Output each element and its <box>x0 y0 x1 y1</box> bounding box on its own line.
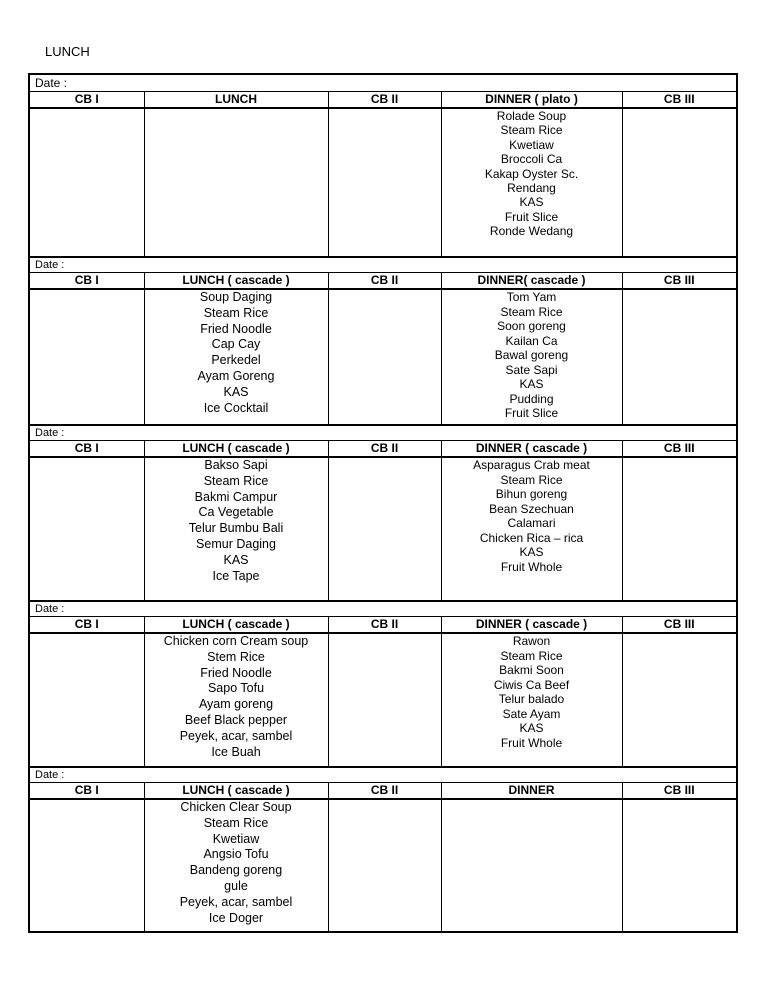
lunch-cell <box>144 457 328 601</box>
dinner-dish: Asparagus Crab meat <box>473 458 590 472</box>
dinner-dish: Telur balado <box>498 692 565 706</box>
lunch-dish: Kwetiaw <box>212 831 260 846</box>
menu-body-row <box>29 289 737 425</box>
lunch-dish: Ice Doger <box>208 910 264 925</box>
lunch-dish: Steam Rice <box>203 473 269 488</box>
column-header-lunch: LUNCH ( cascade ) <box>144 441 328 458</box>
dinner-dish: Sate Sapi <box>505 362 558 377</box>
lunch-dish: Chicken corn Cream soup <box>163 634 309 648</box>
dinner-dish: KAS <box>519 721 544 735</box>
page-heading: LUNCH <box>45 44 90 59</box>
lunch-dish: Fried Noodle <box>200 321 272 336</box>
lunch-cell <box>144 289 328 425</box>
cb2-cell <box>328 457 441 601</box>
column-header-cb3: CB III <box>622 273 737 290</box>
column-header-cb2: CB II <box>328 441 441 458</box>
lunch-dish: Bakmi Campur <box>194 489 278 504</box>
date-label: Date : <box>29 74 737 92</box>
lunch-dish: Stem Rice <box>207 649 265 664</box>
column-header-cb1: CB I <box>29 92 144 109</box>
column-header-lunch: LUNCH <box>144 92 328 109</box>
menu-body-row <box>29 108 737 257</box>
lunch-dish: Chicken Clear Soup <box>180 800 292 814</box>
date-row <box>29 601 737 617</box>
dinner-dish: Bakmi Soon <box>499 663 564 677</box>
column-header-cb2: CB II <box>328 617 441 634</box>
lunch-dish: Angsio Tofu <box>203 847 269 862</box>
cb3-cell <box>622 799 737 932</box>
column-header-cb1: CB I <box>29 273 144 290</box>
date-label: Date : <box>29 601 737 617</box>
column-header-cb1: CB I <box>29 617 144 634</box>
lunch-cell <box>144 108 328 257</box>
dinner-dish: KAS <box>519 545 544 559</box>
date-row <box>29 767 737 783</box>
dinner-dish: Sate Ayam <box>502 706 561 721</box>
lunch-dish: Steam Rice <box>203 305 269 320</box>
dinner-dish: Soon goreng <box>497 319 566 333</box>
dinner-dish: Ciwis Ca Beef <box>493 677 570 692</box>
dinner-dish: Steam Rice <box>500 304 563 319</box>
lunch-dish: Steam Rice <box>203 815 269 830</box>
date-row <box>29 425 737 441</box>
column-header-lunch: LUNCH ( cascade ) <box>144 617 328 634</box>
date-label: Date : <box>29 257 737 273</box>
dinner-dish: Steam Rice <box>500 123 563 138</box>
lunch-dish: Telur Bumbu Bali <box>188 521 284 536</box>
cb1-cell <box>29 799 144 932</box>
cb2-cell <box>328 633 441 767</box>
menu-body-row <box>29 799 737 932</box>
lunch-dish: Ice Tape <box>212 568 260 583</box>
lunch-dish: Peyek, acar, sambel <box>179 728 293 743</box>
dinner-dish: Rawon <box>512 634 551 648</box>
cb1-cell <box>29 457 144 601</box>
lunch-dish: KAS <box>223 384 249 399</box>
dinner-dish: Kailan Ca <box>505 333 558 348</box>
lunch-dish: gule <box>224 878 248 893</box>
cb3-cell <box>622 633 737 767</box>
lunch-dish: Beef Black pepper <box>184 712 288 727</box>
column-header-dinner: DINNER( cascade ) <box>441 273 622 290</box>
dinner-cell <box>441 799 622 932</box>
dinner-cell <box>441 108 622 257</box>
column-header-cb3: CB III <box>622 783 737 800</box>
menu-body-row <box>29 633 737 767</box>
column-header-lunch: LUNCH ( cascade ) <box>144 273 328 290</box>
dinner-dish: Steam Rice <box>500 472 563 487</box>
cb3-cell <box>622 457 737 601</box>
date-row <box>29 74 737 92</box>
lunch-dish: Perkedel <box>211 353 261 368</box>
dinner-dish: Kakap Oyster Sc. <box>484 166 579 181</box>
cb2-cell <box>328 108 441 257</box>
dinner-dish: Fruit Slice <box>504 209 559 224</box>
lunch-dish: Fried Noodle <box>200 665 272 680</box>
dinner-dish: Bean Szechuan <box>489 501 574 516</box>
column-header-dinner: DINNER ( plato ) <box>441 92 622 109</box>
cb3-cell <box>622 289 737 425</box>
column-header-dinner: DINNER ( cascade ) <box>441 617 622 634</box>
lunch-dish: KAS <box>223 552 249 567</box>
column-header-cb2: CB II <box>328 273 441 290</box>
lunch-dish: Cap Cay <box>211 337 261 352</box>
lunch-cell <box>144 799 328 932</box>
dinner-dish: Steam Rice <box>500 648 563 663</box>
cb2-cell <box>328 289 441 425</box>
lunch-dish: Sapo Tofu <box>207 681 265 696</box>
cb1-cell <box>29 633 144 767</box>
dinner-dish: Fruit Whole <box>500 559 563 574</box>
column-header-dinner: DINNER <box>441 783 622 800</box>
column-header-cb1: CB I <box>29 441 144 458</box>
dinner-dish: Kwetiaw <box>509 137 554 152</box>
menu-body-row <box>29 457 737 601</box>
dinner-cell <box>441 633 622 767</box>
column-header-row <box>29 273 737 290</box>
lunch-dish: Semur Daging <box>196 536 276 551</box>
date-label: Date : <box>29 425 737 441</box>
column-header-row <box>29 783 737 800</box>
dinner-cell <box>441 457 622 601</box>
dinner-dish: Broccoli Ca <box>500 152 563 167</box>
column-header-cb2: CB II <box>328 92 441 109</box>
column-header-cb2: CB II <box>328 783 441 800</box>
lunch-dish: Peyek, acar, sambel <box>179 894 293 909</box>
dinner-dish: KAS <box>519 195 544 210</box>
lunch-dish: Ice Cocktail <box>203 400 269 415</box>
dinner-dish: Calamari <box>507 516 556 530</box>
column-header-cb3: CB III <box>622 441 737 458</box>
lunch-dish: Bakso Sapi <box>204 458 268 472</box>
date-label: Date : <box>29 767 737 783</box>
cb3-cell <box>622 108 737 257</box>
menu-schedule-table <box>28 73 738 933</box>
dinner-dish: Fruit Whole <box>500 735 563 750</box>
lunch-cell <box>144 633 328 767</box>
column-header-lunch: LUNCH ( cascade ) <box>144 783 328 800</box>
lunch-dish: Soup Daging <box>199 290 273 304</box>
lunch-dish: Ayam Goreng <box>197 368 275 383</box>
cb1-cell <box>29 108 144 257</box>
dinner-dish: Bawal goreng <box>494 348 569 362</box>
dinner-dish: Ronde Wedang <box>489 224 574 239</box>
lunch-dish: Ice Buah <box>211 744 261 759</box>
dinner-dish: Tom Yam <box>506 290 557 304</box>
cb2-cell <box>328 799 441 932</box>
dinner-dish: Bihun goreng <box>495 487 568 501</box>
column-header-row <box>29 441 737 458</box>
dinner-dish: Rolade Soup <box>496 109 567 123</box>
column-header-dinner: DINNER ( cascade ) <box>441 441 622 458</box>
dinner-cell <box>441 289 622 425</box>
column-header-row <box>29 617 737 634</box>
dinner-dish: Chicken Rica – rica <box>479 530 584 545</box>
column-header-cb3: CB III <box>622 92 737 109</box>
column-header-cb1: CB I <box>29 783 144 800</box>
dinner-dish: Fruit Slice <box>504 406 559 420</box>
lunch-dish: Ayam goreng <box>198 697 274 712</box>
column-header-cb3: CB III <box>622 617 737 634</box>
dinner-dish: KAS <box>519 377 544 391</box>
column-header-row <box>29 92 737 109</box>
cb1-cell <box>29 289 144 425</box>
dinner-dish: Rendang <box>507 181 556 196</box>
date-row <box>29 257 737 273</box>
dinner-dish: Pudding <box>509 391 554 406</box>
lunch-dish: Ca Vegetable <box>198 505 274 520</box>
lunch-dish: Bandeng goreng <box>189 863 283 878</box>
